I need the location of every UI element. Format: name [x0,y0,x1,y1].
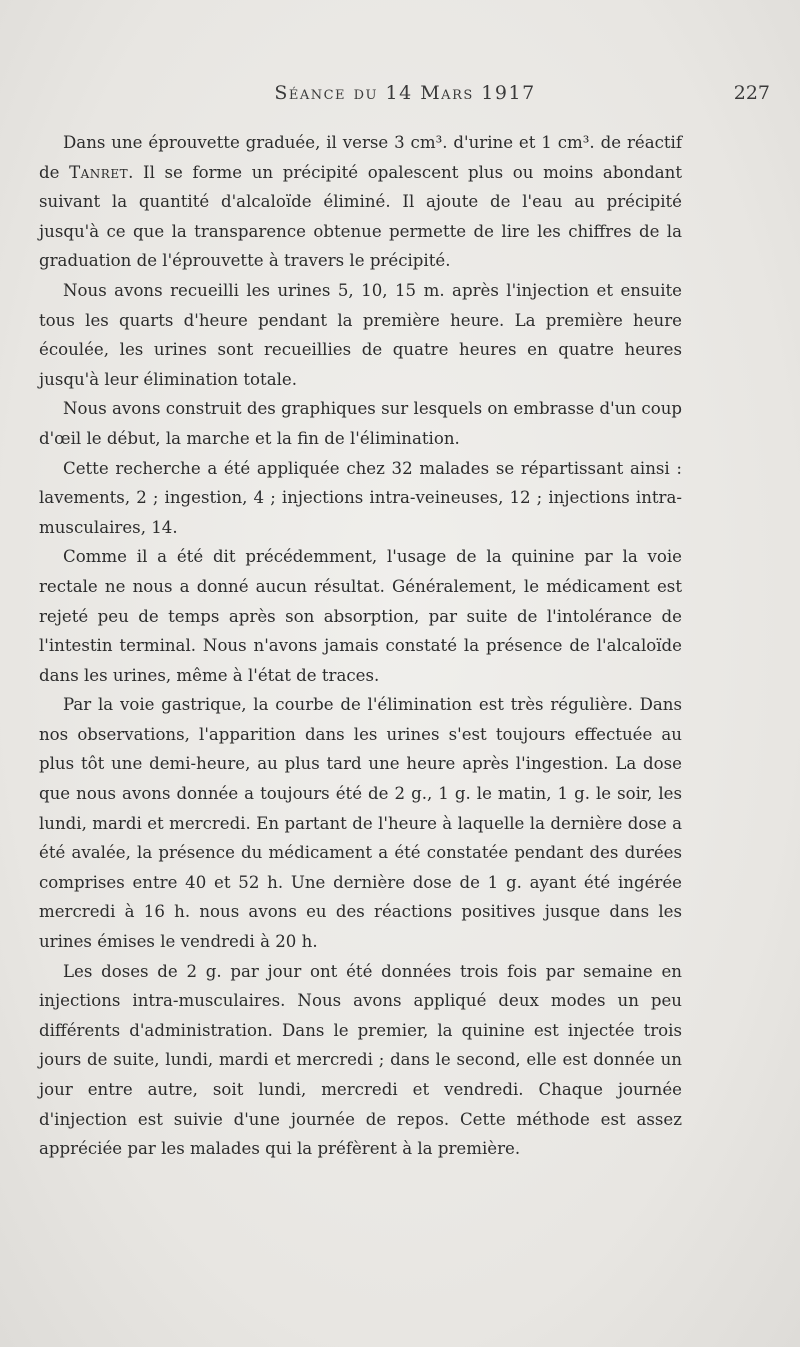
paragraph: Les doses de 2 g. par jour ont été données trois fois par semaine en injections intra-musculaires. Nous avons appliqué deux modes un peu différents d'administration. Dans le premier, la quinine est injectée trois jours de suite, lundi, mardi et mercredi ; dans le second, elle est donnée un jour entre autre, soit lundi, mercredi et vendredi. Chaque journée d'injection est suivie d'une journée de repos. Cette méthode est assez appréciée par les malades qui la préfèrent à la première. [39,961,682,1159]
paragraph: Nous avons recueilli les urines 5, 10, 15 m. après l'injection et ensuite tous les quarts d'heure pendant la première heure. La première heure écoulée, les urines sont recueillies de quatre heures en quatre heures jusqu'à leur élimination totale. [39,280,682,389]
paragraph-text: Dans une éprouvette graduée, il verse 3 cm³. d'urine et 1 cm³. de réactif de [39,133,682,182]
running-title: Séance du 14 Mars 1917 [274,82,536,104]
page-number: 227 [733,82,770,104]
paragraph: Comme il a été dit précédemment, l'usage de la quinine par la voie rectale ne nous a donné aucun résultat. Généralement, le médicament est rejeté peu de temps après son absorption, par suite de l'intolérance de l'intestin terminal. Nous n'avons jamais constaté la présence de l'alcaloïde dans les urines, même à l'état de traces. [39,547,682,685]
paragraph: Cette recherche a été appliquée chez 32 malades se répartissant ainsi : lavements, 2 ; ingestion, 4 ; injections intra-veineuses, 12 ; injections intra-musculaires, 14. [39,458,682,537]
paragraph-text: . Il se forme un précipité opalescent plus ou moins abondant suivant la quantité d'alcaloïde éliminé. Il ajoute de l'eau au précipité jusqu'à ce que la transparence obtenue permette de lire les chiffres de la graduation de l'éprouvette à travers le précipité. [39,162,682,271]
paragraph: Par la voie gastrique, la courbe de l'élimination est très régulière. Dans nos observations, l'apparition dans les urines s'est toujours effectuée au plus tôt une demi-heure, au plus tard une heure après l'ingestion. La dose que nous avons donnée a toujours été de 2 g., 1 g. le matin, 1 g. le soir, les lundi, mardi et mercredi. En partant de l'heure à laquelle la dernière dose a été avalée, la présence du médicament a été constatée pendant des durées comprises entre 40 et 52 h. Une dernière dose de 1 g. ayant été ingérée mercredi à 16 h. nous avons eu des réactions positives jusque dans les urines émises le vendredi à 20 h. [39,695,682,952]
author-name: Tanret [69,162,129,182]
paragraph [39,128,682,276]
page-header [40,82,770,112]
paragraph: Nous avons construit des graphiques sur lesquels on embrasse d'un coup d'œil le début, la marche et la fin de l'élimination. [39,399,682,448]
body-text [39,128,682,1164]
